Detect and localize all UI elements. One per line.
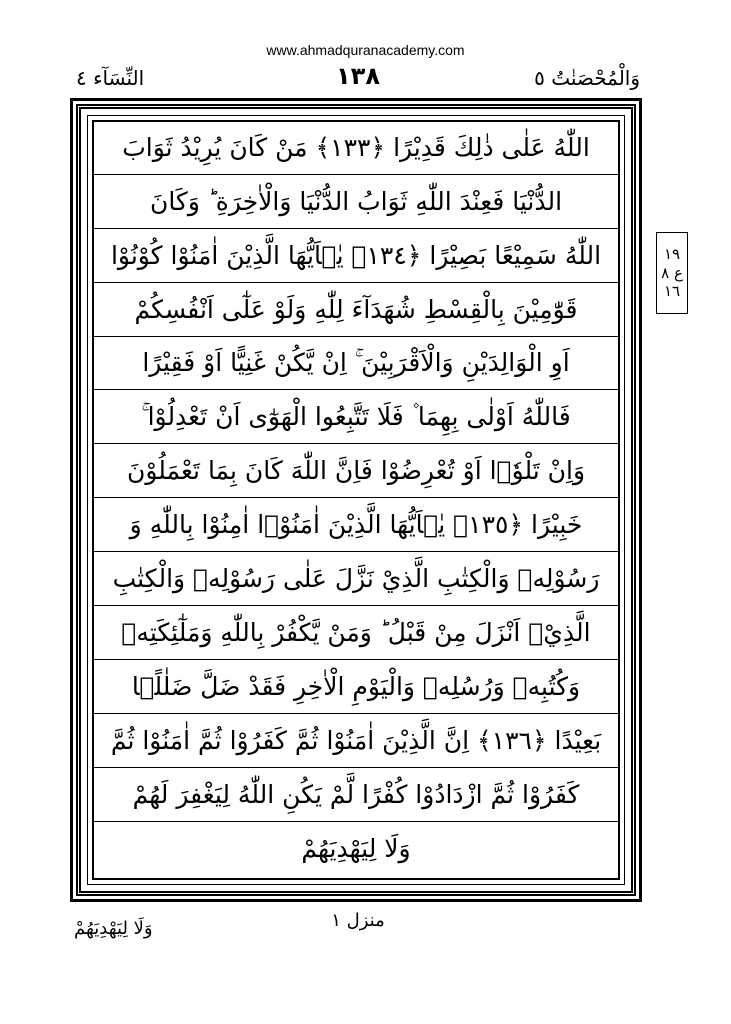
quran-text-block <box>93 121 619 879</box>
website-url: www.ahmadquranacademy.com <box>266 42 465 58</box>
text-line-3: اللّٰهُ سَمِيْعًا بَصِيْرًا ﴿١٣٤﴾ يٰۤاَيُّهَا الَّذِيْنَ اٰمَنُوْا كُوْنُوْا <box>93 229 619 283</box>
text-line-14: وَلَا لِيَهْدِيَهُمْ <box>301 834 411 864</box>
catchword: وَلَا لِيَهْدِيَهُمْ <box>74 918 153 939</box>
text-line-2: الدُّنْيَا فَعِنْدَ اللّٰهِ ثَوَابُ الدُّنْيَا وَالْاٰخِرَةِ ؕ وَكَانَ <box>93 175 619 229</box>
text-line-7: وَاِنْ تَلْوٗۤا اَوْ تُعْرِضُوْا فَاِنَّ اللّٰهَ كَانَ بِمَا تَعْمَلُوْنَ <box>93 444 619 498</box>
page-header <box>72 62 644 96</box>
page-number: ١٣٨ <box>336 62 380 90</box>
text-line-10: الَّذِيْۤ اَنْزَلَ مِنْ قَبْلُ ؕ وَمَنْ يَّكْفُرْ بِاللّٰهِ وَمَلٰٓئِكَتِهٖ <box>93 606 619 660</box>
text-line-11: وَكُتُبِهٖ وَرُسُلِهٖ وَالْيَوْمِ الْاٰخِرِ فَقَدْ ضَلَّ ضَلٰلًۢا <box>93 660 619 714</box>
text-line-8: خَبِيْرًا ﴿١٣٥﴾ يٰۤاَيُّهَا الَّذِيْنَ اٰمَنُوْۤا اٰمِنُوْا بِاللّٰهِ وَ <box>93 498 619 552</box>
ruku-sign: ع ٨ <box>661 263 683 282</box>
ruku-bottom-number: ١٦ <box>663 282 681 301</box>
ruku-marker <box>656 232 688 314</box>
surah-name: النِّسَآء ٤ <box>76 66 145 90</box>
text-line-6: فَاللّٰهُ اَوْلٰى بِهِمَا ۫ فَلَا تَتَّبِعُوا الْهَوٰٓى اَنْ تَعْدِلُوْا ۚ <box>93 390 619 444</box>
page-footer <box>72 906 644 946</box>
text-line-12: بَعِيْدًا ﴿١٣٦﴾ اِنَّ الَّذِيْنَ اٰمَنُوْا ثُمَّ كَفَرُوْا ثُمَّ اٰمَنُوْا ثُمَّ <box>93 714 619 768</box>
text-line-13: كَفَرُوْا ثُمَّ ازْدَادُوْا كُفْرًا لَّمْ يَكُنِ اللّٰهُ لِيَغْفِرَ لَهُمْ <box>93 768 619 822</box>
text-line-5: اَوِ الْوَالِدَيْنِ وَالْاَقْرَبِيْنَ ۚ اِنْ يَّكُنْ غَنِيًّا اَوْ فَقِيْرًا <box>93 337 619 391</box>
manzil-label: منزل ١ <box>331 910 385 931</box>
ruku-top-number: ١٩ <box>663 244 681 263</box>
text-line-1: اللّٰهُ عَلٰى ذٰلِكَ قَدِيْرًا ﴿١٣٣﴾ مَنْ كَانَ يُرِيْدُ ثَوَابَ <box>93 121 619 175</box>
text-line-4: قَوّٰمِيْنَ بِالْقِسْطِ شُهَدَآءَ لِلّٰهِ وَلَوْ عَلٰٓى اَنْفُسِكُمْ <box>93 283 619 337</box>
juz-name: وَالْمُحْصَنٰتُ ٥ <box>534 66 640 90</box>
text-line-9: رَسُوْلِهٖ وَالْكِتٰبِ الَّذِيْ نَزَّلَ عَلٰى رَسُوْلِهٖ وَالْكِتٰبِ <box>93 552 619 606</box>
